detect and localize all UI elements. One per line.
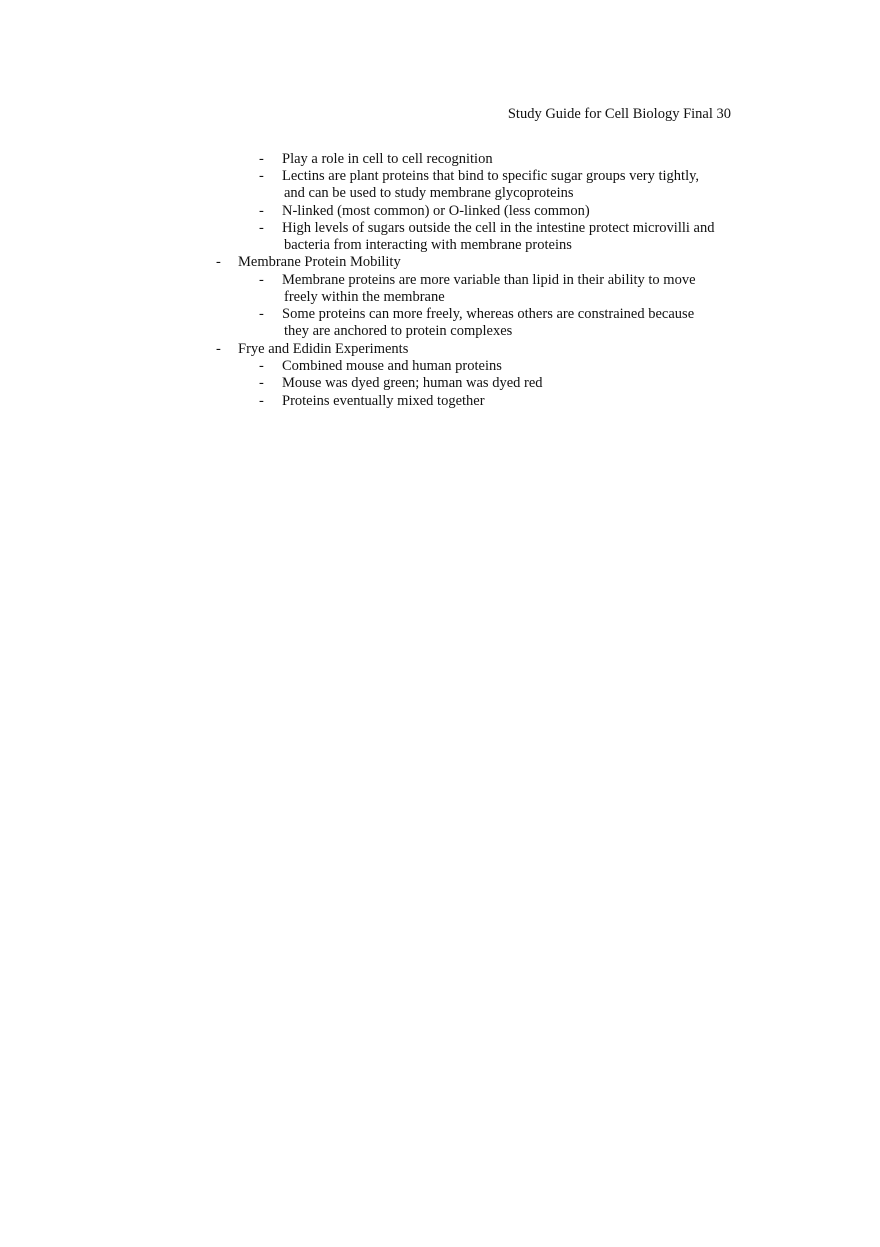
list-item: Play a role in cell to cell recognition [282,151,493,167]
list-item-continuation: they are anchored to protein complexes [284,323,513,339]
list-item: Membrane proteins are more variable than lipid in their ability to move [282,272,696,288]
bullet-dash: - [216,341,221,357]
bullet-dash: - [216,254,221,270]
bullet-dash: - [259,151,264,167]
bullet-dash: - [259,306,264,322]
bullet-dash: - [259,272,264,288]
bullet-dash: - [259,220,264,236]
list-item: Lectins are plant proteins that bind to specific sugar groups very tightly, [282,168,700,184]
list-item: Some proteins can more freely, whereas others are constrained because [282,306,695,322]
page-header: Study Guide for Cell Biology Final 30 [507,106,731,122]
bullet-dash: - [259,393,264,409]
bullet-dash: - [259,358,264,374]
list-item: Combined mouse and human proteins [282,358,502,374]
list-item: High levels of sugars outside the cell in the intestine protect microvilli and [282,220,715,236]
bullet-dash: - [259,203,264,219]
list-item: Mouse was dyed green; human was dyed red [282,375,543,391]
list-item-continuation: freely within the membrane [284,289,445,305]
list-item-continuation: bacteria from interacting with membrane proteins [284,237,572,253]
section-heading: Frye and Edidin Experiments [238,341,409,357]
bullet-dash: - [259,375,264,391]
list-item: N-linked (most common) or O-linked (less common) [282,203,590,219]
bullet-dash: - [259,168,264,184]
list-item: Proteins eventually mixed together [282,393,485,409]
section-heading: Membrane Protein Mobility [238,254,401,270]
list-item-continuation: and can be used to study membrane glycoproteins [284,185,574,201]
